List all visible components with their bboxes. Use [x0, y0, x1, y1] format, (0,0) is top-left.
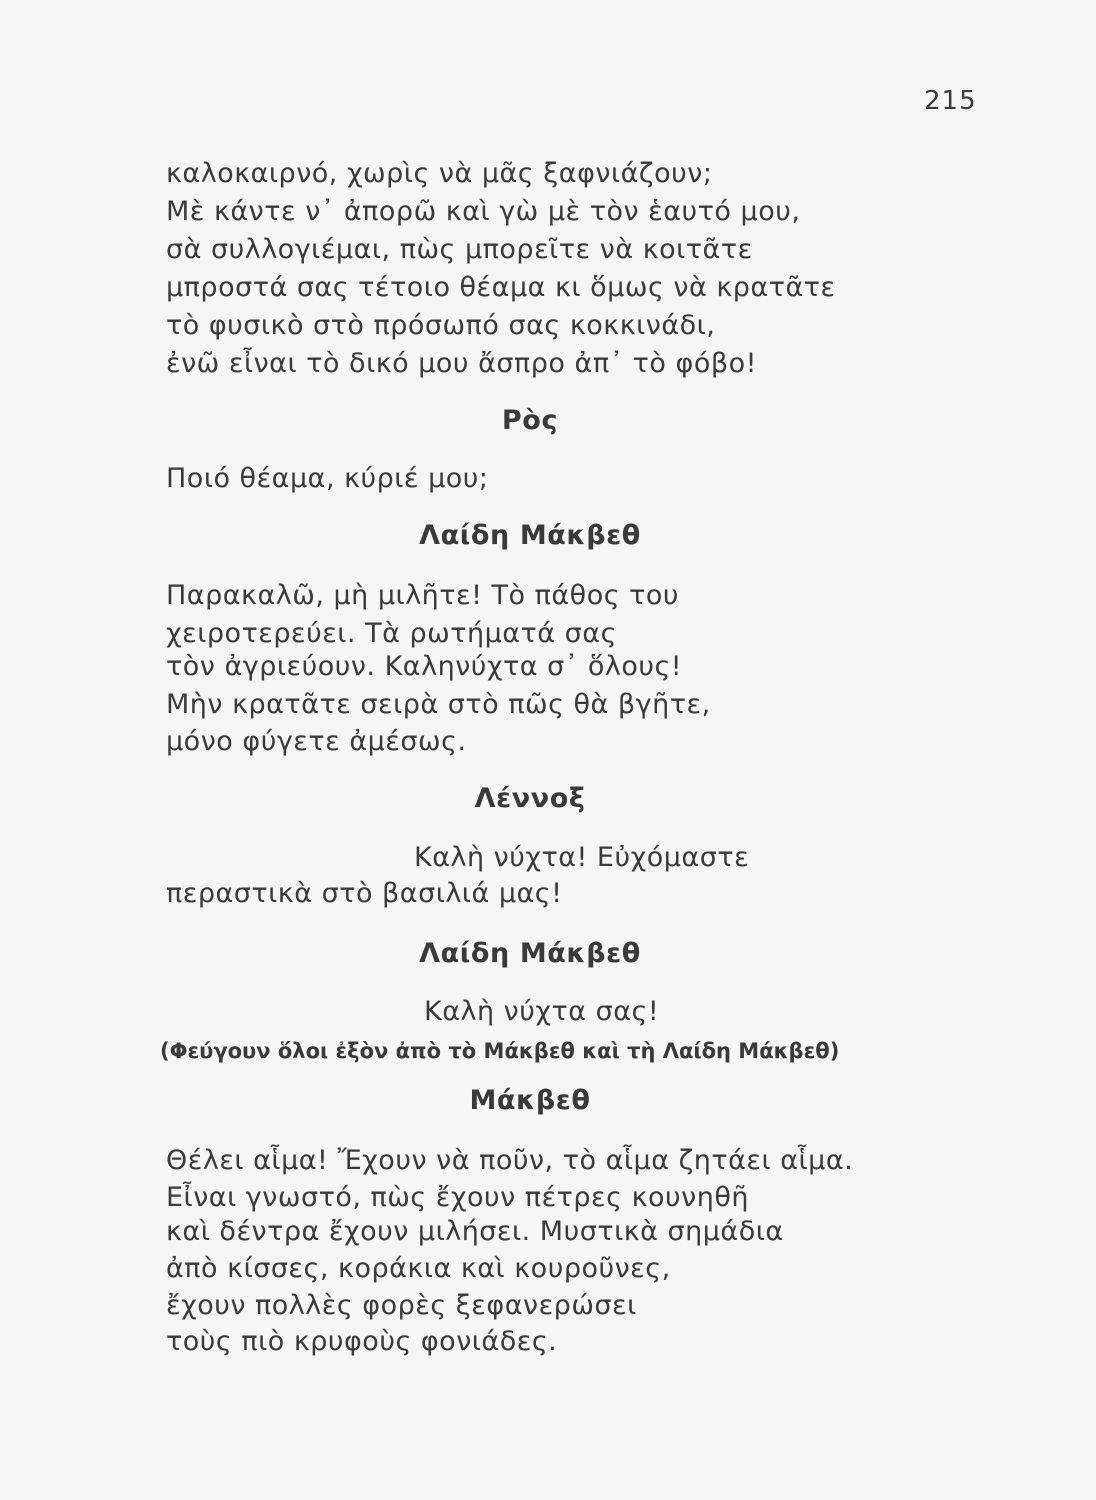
speaker-name: Λαίδη Μάκβεθ: [419, 938, 641, 969]
verse-line: σὰ συλλογιέμαι, πὼς μπορεῖτε νὰ κοιτᾶτε: [166, 234, 753, 265]
verse-line: περαστικὰ στὸ βασιλιά μας!: [166, 878, 563, 909]
verse-line: ἀπὸ κίσσες, κοράκια καὶ κουροῦνες,: [166, 1253, 671, 1284]
verse-line: Ποιό θέαμα, κύριέ μου;: [166, 463, 489, 494]
speaker-name: Μάκβεθ: [469, 1085, 591, 1116]
verse-line: καλοκαιρνό, χωρὶς νὰ μᾶς ξαφνιάζουν;: [166, 158, 713, 189]
verse-line: Καλὴ νύχτα σας!: [424, 996, 660, 1027]
verse-line: τοὺς πιὸ κρυφοὺς φονιάδες.: [166, 1326, 558, 1357]
verse-line: Θέλει αἷμα! Ἔχουν νὰ ποῦν, τὸ αἷμα ζητάει αἷμα.: [166, 1145, 854, 1176]
verse-line: Μὲ κάντε ν᾽ ἀπορῶ καὶ γὼ μὲ τὸν ἑαυτό μου,: [166, 196, 801, 227]
verse-line: Εἶναι γνωστό, πὼς ἔχουν πέτρες κουνηθῆ: [166, 1182, 749, 1213]
verse-line: χειροτερεύει. Τὰ ρωτήματά σας: [166, 618, 617, 649]
verse-line: μόνο φύγετε ἀμέσως.: [166, 726, 467, 757]
verse-line: ἔχουν πολλὲς φορὲς ξεφανερώσει: [166, 1290, 637, 1321]
verse-line: μπροστά σας τέτοιο θέαμα κι ὅμως νὰ κρατᾶτε: [166, 272, 836, 303]
stage-direction: (Φεύγουν ὅλοι ἐξὸν ἀπὸ τὸ Μάκβεθ καὶ τὴ Λαίδη Μάκβεθ): [160, 1039, 840, 1063]
verse-line: Καλὴ νύχτα! Εὐχόμαστε: [414, 842, 750, 873]
speaker-name: Λαίδη Μάκβεθ: [419, 520, 641, 551]
page-number: 215: [924, 86, 977, 116]
verse-line: ἐνῶ εἶναι τὸ δικό μου ἄσπρο ἀπ᾽ τὸ φόβο!: [166, 348, 757, 379]
verse-line: Μὴν κρατᾶτε σειρὰ στὸ πῶς θὰ βγῆτε,: [166, 689, 711, 720]
verse-line: καὶ δέντρα ἔχουν μιλήσει. Μυστικὰ σημάδια: [166, 1216, 784, 1247]
verse-line: Παρακαλῶ, μὴ μιλῆτε! Τὸ πάθος του: [166, 580, 680, 611]
speaker-name: Λέννοξ: [474, 783, 586, 814]
verse-line: τὸ φυσικὸ στὸ πρόσωπό σας κοκκινάδι,: [166, 310, 716, 341]
speaker-name: Ρὸς: [501, 405, 559, 436]
verse-line: τὸν ἀγριεύουν. Καληνύχτα σ᾽ ὅλους!: [166, 651, 683, 682]
